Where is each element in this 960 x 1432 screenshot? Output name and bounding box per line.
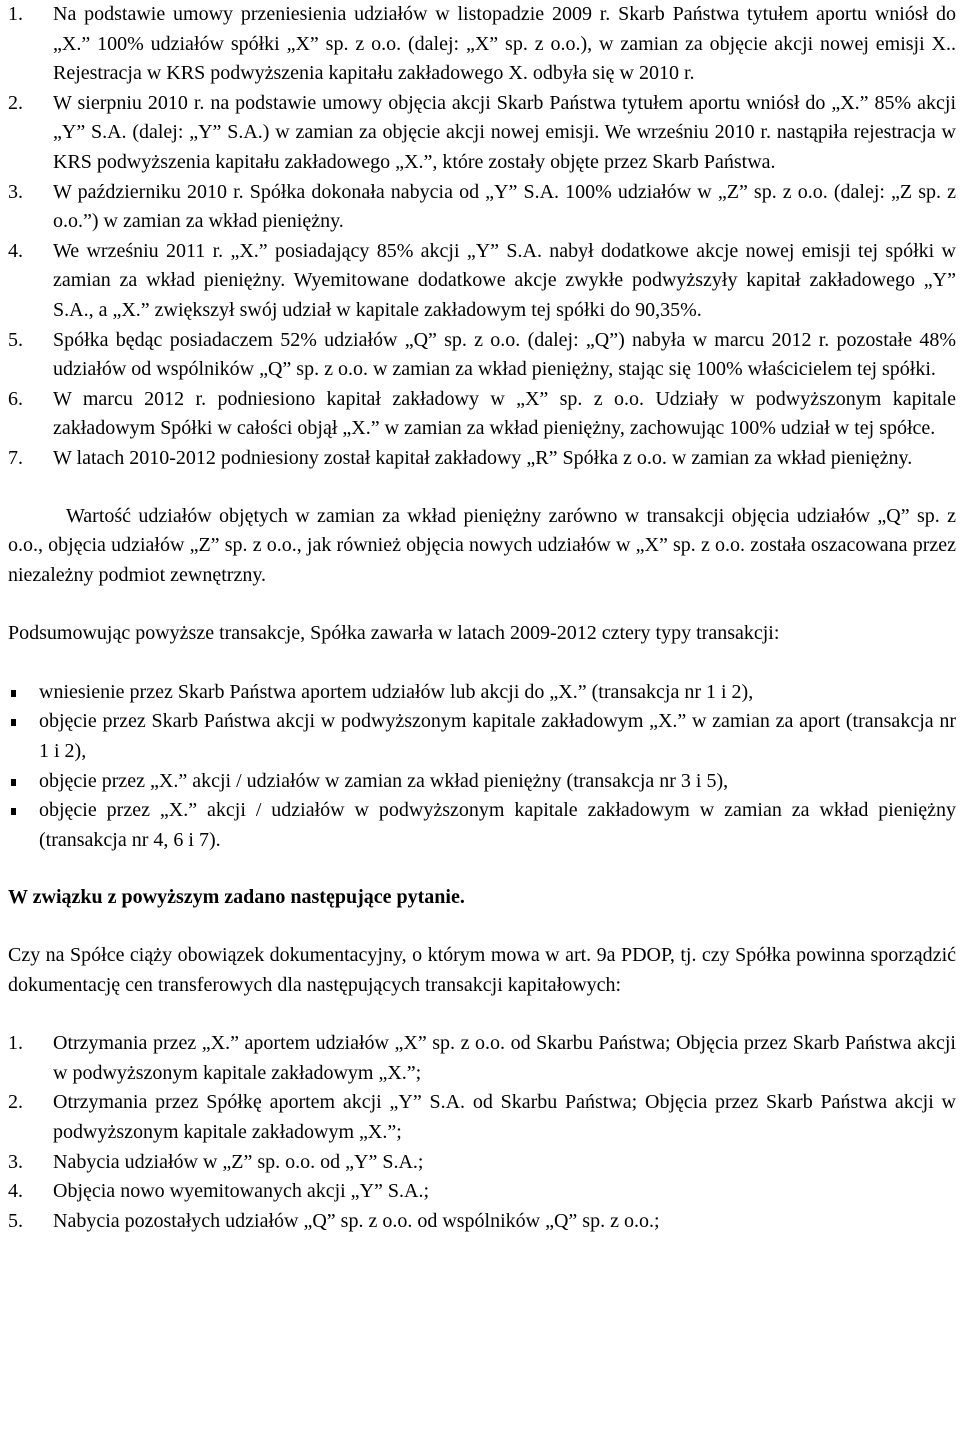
list-item-text: W sierpniu 2010 r. na podstawie umowy objęcia akcji Skarb Państwa tytułem aportu wniósł do „X.” 85% akcji „Y” S.A. (dalej: „Y” S.A.) w zamian za objęcie akcji nowej emisji. We wrześniu 2010 r. nastąpiła rejestracja w KRS podwyższenia kapitału zakładowego „X.”, które zostały objęte przez Skarb Państwa. (53, 91, 956, 173)
question-heading (8, 883, 956, 913)
list-number: 7. (8, 446, 23, 469)
bullet-item (8, 707, 956, 766)
list-item (8, 1148, 956, 1178)
list-number: 3. (8, 1150, 23, 1173)
list-number: 2. (8, 91, 23, 114)
list-number: 1. (8, 1032, 23, 1055)
list-item (8, 1177, 956, 1207)
list-item (8, 1207, 956, 1237)
square-bullet-icon (11, 690, 16, 697)
transaction-types-list (8, 678, 956, 856)
list-item (8, 0, 956, 89)
question-transactions-list (8, 1029, 956, 1236)
list-number: 3. (8, 180, 23, 203)
list-number: 1. (8, 3, 23, 25)
bullet-item (8, 796, 956, 855)
square-bullet-icon (11, 808, 16, 815)
list-item-text: W październiku 2010 r. Spółka dokonała nabycia od „Y” S.A. 100% udziałów w „Z” sp. z o.o. (dalej: „Z sp. z o.o.”) w zamian za wkład pieniężny. (53, 180, 956, 233)
list-number: 5. (8, 1209, 23, 1232)
list-item-text: Na podstawie umowy przeniesienia udziałów w listopadzie 2009 r. Skarb Państwa tytułem aportu wniósł do „X.” 100% udziałów spółki „X” sp. z o.o. (dalej: „X” sp. z o.o.), w zamian za objęcie akcji nowej emisji X.. Rejestracja w KRS podwyższenia kapitału zakładowego X. odbyła się w 2010 r. (53, 3, 956, 85)
list-item-text: Otrzymania przez Spółkę aportem akcji „Y” S.A. od Skarbu Państwa; Objęcia przez Skarb Państwa akcji w podwyższonym kapitale zakładowym „X.”; (53, 1091, 956, 1143)
bullet-item (8, 767, 956, 797)
list-item-text: W latach 2010-2012 podniesiony został kapitał zakładowy „R” Spółka z o.o. w zamian za wkład pieniężny. (53, 446, 913, 469)
list-number: 4. (8, 1180, 23, 1203)
list-item (8, 326, 956, 385)
bullet-text: objęcie przez „X.” akcji / udziałów w podwyższonym kapitale zakładowym w zamian za wkład pieniężny (transakcja nr 4, 6 i 7). (39, 799, 956, 851)
bullet-item (8, 678, 956, 708)
list-item (8, 237, 956, 326)
list-item-text: Spółka będąc posiadaczem 52% udziałów „Q” sp. z o.o. (dalej: „Q”) nabyła w marcu 2012 r. pozostałe 48% udziałów od wspólników „Q” sp. z o.o. w zamian za wkład pieniężny, stając się 100% właścicielem tej spółki. (53, 328, 956, 381)
list-item-text: We wrześniu 2011 r. „X.” posiadający 85% akcji „Y” S.A. nabył dodatkowe akcje nowej emisji tej spółki w zamian za wkład pieniężny. Wyemitowane dodatkowe akcje zwykłe podwyższyły kapitał zakładowego „Y” S.A., a „X.” zwiększył swój udział w kapitale zakładowym tej spółki do 90,35%. (53, 239, 956, 321)
question-heading-text: W związku z powyższym zadano następujące pytanie. (8, 886, 465, 909)
list-number: 4. (8, 239, 23, 262)
list-number: 2. (8, 1091, 23, 1114)
list-item (8, 178, 956, 237)
list-item (8, 1088, 956, 1147)
valuation-paragraph: Wartość udziałów objętych w zamian za wkład pieniężny zarówno w transakcji objęcia udziałów „Q” sp. z o.o., objęcia udziałów „Z” sp. z o.o., jak również objęcia nowych udziałów w „X” sp. z o.o. została oszacowana przez niezależny podmiot zewnętrzny. (8, 504, 956, 586)
list-item (8, 444, 956, 474)
list-item (8, 385, 956, 444)
document-page (8, 0, 956, 1236)
list-item-text: Objęcia nowo wyemitowanych akcji „Y” S.A.; (53, 1180, 430, 1203)
bullet-text: objęcie przez „X.” akcji / udziałów w zamian za wkład pieniężny (transakcja nr 3 i 5), (39, 769, 729, 792)
list-item-text: W marcu 2012 r. podniesiono kapitał zakładowy w „X” sp. z o.o. Udziały w podwyższonym kapitale zakładowym Spółki w całości objął „X.” w zamian za wkład pieniężny, zachowując 100% udział w tej spółce. (53, 387, 956, 440)
list-number: 6. (8, 387, 23, 410)
list-item (8, 1029, 956, 1088)
bullet-text: wniesienie przez Skarb Państwa aportem udziałów lub akcji do „X.” (transakcja nr 1 i 2), (39, 680, 754, 703)
list-number: 5. (8, 328, 23, 351)
square-bullet-icon (11, 779, 16, 786)
list-item (8, 89, 956, 178)
list-item-text: Nabycia udziałów w „Z” sp. o.o. od „Y” S.A.; (53, 1150, 424, 1173)
list-item-text: Otrzymania przez „X.” aportem udziałów „X” sp. z o.o. od Skarbu Państwa; Objęcia przez Skarb Państwa akcji w podwyższonym kapitale zakładowym „X.”; (53, 1032, 956, 1084)
square-bullet-icon (11, 719, 16, 726)
summary-paragraph: Podsumowując powyższe transakcje, Spółka zawarła w latach 2009-2012 cztery typy transakcji: (8, 622, 780, 645)
transactions-list (8, 0, 956, 474)
list-item-text: Nabycia pozostałych udziałów „Q” sp. z o.o. od wspólników „Q” sp. z o.o.; (53, 1209, 660, 1232)
question-paragraph: Czy na Spółce ciąży obowiązek dokumentacyjny, o którym mowa w art. 9a PDOP, tj. czy Spółka powinna sporządzić dokumentację cen transferowych dla następujących transakcji kapitałowych: (8, 944, 956, 996)
bullet-text: objęcie przez Skarb Państwa akcji w podwyższonym kapitale zakładowym „X.” w zamian za aport (transakcja nr 1 i 2), (39, 710, 956, 763)
